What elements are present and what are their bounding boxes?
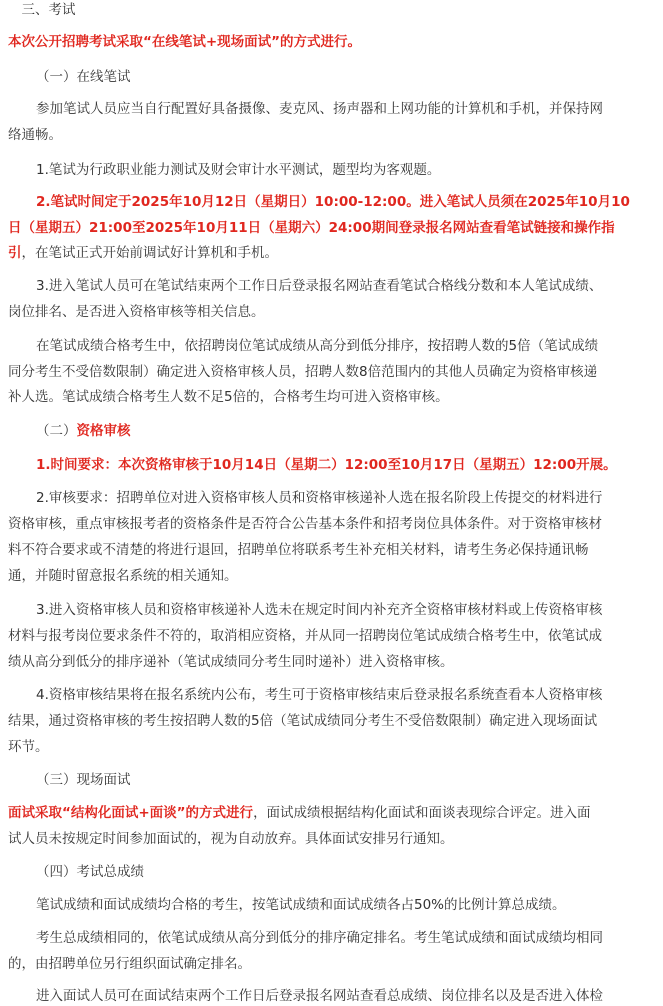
paragraph-ranking-line-2: 同分考生不受倍数限制）确定进入资格审核人员，招聘人数8倍范围内的其他人员确定为资格审核递: [8, 364, 598, 380]
paragraph-ranking-line-1: 在笔试成绩合格考生中，依招聘岗位笔试成绩从高分到低分排序，按招聘人数的5倍（笔试成绩: [36, 338, 599, 354]
subsection-heading-qualification: [36, 421, 656, 441]
paragraph-equipment-line-1: 参加笔试人员应当自行配置好具备摄像、麦克风、扬声器和上网功能的计算机和手机，并保持网: [36, 101, 603, 117]
subsection-heading-online-test: （一）在线笔试: [36, 69, 131, 85]
paragraph-ranking-line-3: 补人选。笔试成绩合格考生人数不足5倍的，合格考生均可进入资格审核。: [8, 389, 449, 405]
paragraph-test-content: 1.笔试为行政职业能力测试及财会审计水平测试，题型均为客观题。: [36, 162, 441, 178]
paragraph-interview-line-1: [8, 803, 658, 823]
paragraph-review-result-line-3: 环节。: [8, 739, 49, 755]
exam-method-statement: 本次公开招聘考试采取“在线笔试+现场面试”的方式进行。: [8, 34, 362, 50]
interview-method-tail: ，面试成绩根据结构化面试和面谈表现综合评定。进入面: [253, 805, 591, 821]
paragraph-test-time-line-2: 日（星期五）21:00至2025年10月11日（星期六）24:00期间登录报名网站查看笔试链接和操作指: [8, 220, 615, 236]
paragraph-review-line-1: 2.审核要求：招聘单位对进入资格审核人员和资格审核递补人选在报名阶段上传提交的材料进行: [36, 490, 603, 506]
paragraph-qualification-time: 1.时间要求：本次资格审核于10月14日（星期二）12:00至10月17日（星期五）12:00开展。: [36, 457, 617, 473]
paragraph-test-time-line-3: [8, 243, 658, 263]
paragraph-substitute-line-1: 3.进入资格审核人员和资格审核递补人选未在规定时间内补充齐全资格审核材料或上传资格审核: [36, 602, 603, 618]
paragraph-tie-rule-line-2: 的，由招聘单位另行组织面试确定排名。: [8, 956, 251, 972]
paragraph-tie-rule-line-1: 考生总成绩相同的，依笔试成绩从高分到低分的排序确定排名。考生笔试成绩和面试成绩均相同: [36, 930, 603, 946]
paragraph-review-line-4: 通，并随时留意报名系统的相关通知。: [8, 568, 238, 584]
subsection-heading-interview: （三）现场面试: [36, 772, 131, 788]
paragraph-final-results: 进入面试人员可在面试结束两个工作日后登录报名网站查看总成绩、岗位排名以及是否进入体检: [36, 988, 603, 1004]
test-time-tail: ，在笔试正式开始前调试好计算机和手机。: [21, 245, 278, 261]
paragraph-equipment-line-2: 络通畅。: [8, 127, 62, 143]
interview-method-statement: 面试采取“结构化面试+面谈”的方式进行: [8, 805, 254, 821]
paragraph-substitute-line-2: 材料与报考岗位要求条件不符的，取消相应资格，并从同一招聘岗位笔试成绩合格考生中，依笔试成: [8, 628, 602, 644]
paragraph-results-line-1: 3.进入笔试人员可在笔试结束两个工作日后登录报名网站查看笔试合格线分数和本人笔试成绩、: [36, 278, 603, 294]
paragraph-review-result-line-1: 4.资格审核结果将在报名系统内公布，考生可于资格审核结束后登录报名系统查看本人资格审核: [36, 687, 603, 703]
paragraph-results-line-2: 岗位排名、是否进入资格审核等相关信息。: [8, 304, 265, 320]
paragraph-test-time-line-1: 2.笔试时间定于2025年10月12日（星期日）10:00-12:00。进入笔试人员须在2025年10月10: [36, 194, 630, 210]
paragraph-total-score: 笔试成绩和面试成绩均合格的考生，按笔试成绩和面试成绩各占50%的比例计算总成绩。: [36, 897, 566, 913]
paragraph-review-result-line-2: 结果，通过资格审核的考生按招聘人数的5倍（笔试成绩同分考生不受倍数限制）确定进入现场面试: [8, 713, 598, 729]
paragraph-interview-line-2: 试人员未按规定时间参加面试的，视为自动放弃。具体面试安排另行通知。: [8, 831, 454, 847]
paragraph-review-line-2: 资格审核，重点审核报考者的资格条件是否符合公告基本条件和招考岗位具体条件。对于资格审核材: [8, 516, 602, 532]
paragraph-review-line-3: 料不符合要求或不清楚的将进行退回，招聘单位将联系考生补充相关材料，请考生务必保持通讯畅: [8, 542, 589, 558]
subsection-heading-total-score: （四）考试总成绩: [36, 864, 144, 880]
section-heading-exam: 三、考试: [8, 2, 76, 18]
subsection-title-qualification: 资格审核: [76, 423, 131, 439]
subsection-number-2: （二）: [36, 423, 77, 439]
test-time-guide-end: 引: [8, 245, 22, 261]
paragraph-substitute-line-3: 绩从高分到低分的排序递补（笔试成绩同分考生同时递补）进入资格审核。: [8, 654, 454, 670]
